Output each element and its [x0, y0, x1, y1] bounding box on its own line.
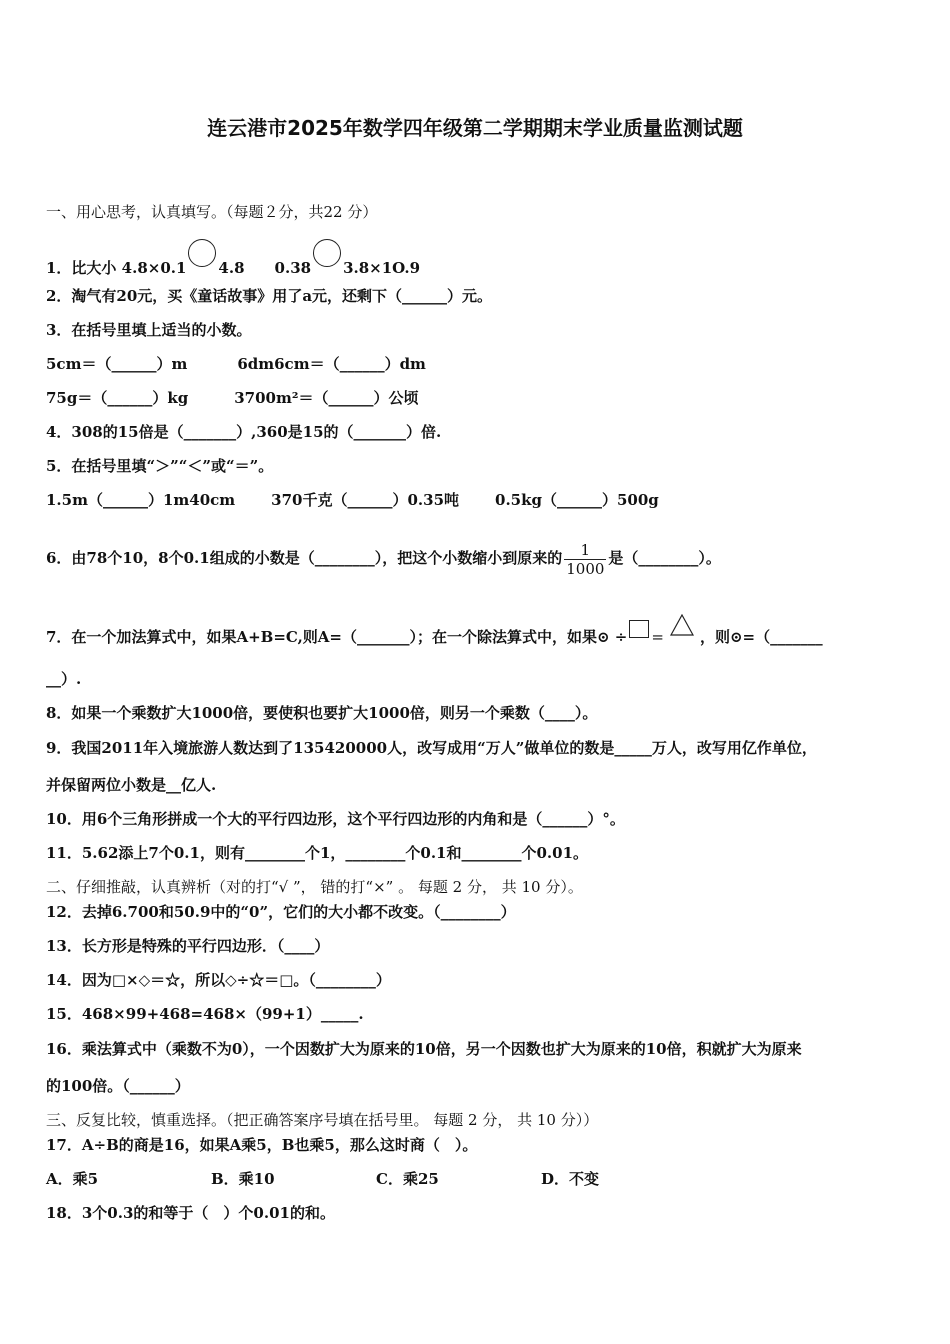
fraction-one-thousandth: [564, 541, 606, 578]
question-2: 2．淘气有20元，买《童话故事》用了a元，还剩下（______）元。: [46, 287, 493, 305]
q3-item-4: 3700m²＝（______）公顷: [234, 389, 419, 407]
question-3-stem: 3．在括号里填上适当的小数。: [46, 321, 252, 339]
q5-item-3: 0.5kg（______）500g: [495, 491, 659, 509]
question-9-line-2: 并保留两位小数是__亿人.: [46, 776, 217, 794]
option-b: B．乘10: [211, 1170, 275, 1188]
page-title: 连云港市2025年数学四年级第二学期期末学业质量监测试题: [207, 116, 743, 140]
option-c: C．乘25: [376, 1170, 439, 1188]
question-10: 10．用6个三角形拼成一个大的平行四边形，这个平行四边形的内角和是（______）°。: [46, 810, 625, 828]
question-16-line-2: 的100倍。（______）: [46, 1077, 190, 1095]
question-8: 8．如果一个乘数扩大1000倍，要使积也要扩大1000倍，则另一个乘数（____）。: [46, 704, 598, 722]
question-17-options: [46, 1169, 910, 1189]
option-a: A．乘5: [46, 1170, 99, 1188]
q1-text-c: 0.38: [274, 259, 312, 277]
q7-text-a: 7．在一个加法算式中，如果A+B=C,则A=（_______）；在一个除法算式中，如果⊙ ÷: [46, 628, 628, 646]
question-15: 15．468×99+468=468×（99+1）_____.: [46, 1005, 364, 1023]
question-14: 14．因为□×◇＝☆，所以◇÷☆＝□。（________）: [46, 971, 391, 989]
q7-text-b: ，则⊙=（_______: [699, 628, 823, 646]
section-3-header: 三、反复比较，慎重选择。（把正确答案序号填在括号里。 每题 2 分， 共 10 分））: [46, 1111, 599, 1129]
option-d: D．不变: [541, 1170, 600, 1188]
q5-item-1: 1.5m（______）1m40cm: [46, 491, 236, 509]
question-17-stem: 17．A÷B的商是16，如果A乘5，B也乘5，那么这时商（ ）。: [46, 1136, 478, 1154]
question-5-row: [46, 490, 910, 510]
triangle-icon: [670, 614, 694, 646]
section-2-header: 二、仔细推敲，认真辨析（对的打“√ ”， 错的打“×” 。 每题 2 分， 共 10 分）。: [46, 878, 583, 896]
question-5-stem: 5．在括号里填“＞”“＜”或“＝”。: [46, 457, 274, 475]
q1-text-d: 3.8×1O.9: [343, 259, 421, 277]
fraction-denominator: 1000: [566, 559, 605, 578]
q3-item-3: 75g＝（______）kg: [46, 389, 189, 407]
question-12: 12．去掉6.700和50.9中的“0”，它们的大小都不改变。（________）: [46, 903, 516, 921]
q1-text-b: 4.8: [218, 259, 245, 277]
question-7-continued: __）.: [46, 670, 82, 688]
question-18: 18．3个0.3的和等于（ ）个0.01的和。: [46, 1204, 335, 1222]
section-1-header: 一、用心思考，认真填写。（每题２分，共22 分）: [46, 203, 378, 221]
question-6: [46, 530, 910, 586]
q6-text-a: 6．由78个10，8个0.1组成的小数是（________），把这个小数缩小到原来的: [46, 549, 563, 567]
q1-text-a: 1．比大小 4.8×0.1: [46, 259, 187, 277]
question-1: [46, 239, 910, 278]
question-4: 4．308的15倍是（_______）,360是15的（_______）倍.: [46, 423, 442, 441]
question-16-line-1: 16．乘法算式中（乘数不为0），一个因数扩大为原来的10倍，另一个因数也扩大为原来的10倍，积就扩大为原来: [46, 1040, 802, 1058]
question-7: [46, 614, 910, 652]
comparison-circle-icon: [188, 239, 216, 267]
q5-item-2: 370千克（______）0.35吨: [271, 491, 460, 509]
q7-equals: =: [651, 628, 664, 646]
q3-item-2: 6dm6cm＝（______）dm: [237, 355, 426, 373]
comparison-circle-icon: [313, 239, 341, 267]
q6-text-b: 是（________）。: [608, 549, 721, 567]
question-11: 11．5.62添上7个0.1，则有________个1，________个0.1和________个0.01。: [46, 844, 589, 862]
question-13: 13．长方形是特殊的平行四边形．（____）: [46, 937, 330, 955]
question-9-line-1: 9．我国2011年入境旅游人数达到了135420000人，改写成用“万人”做单位的数是_____万人，改写用亿作单位，: [46, 739, 817, 757]
fraction-numerator: 1: [580, 540, 591, 559]
question-3-row-1: [46, 354, 910, 374]
square-icon: [629, 620, 649, 638]
q3-item-1: 5cm＝（______）m: [46, 355, 188, 373]
question-3-row-2: [46, 388, 910, 408]
